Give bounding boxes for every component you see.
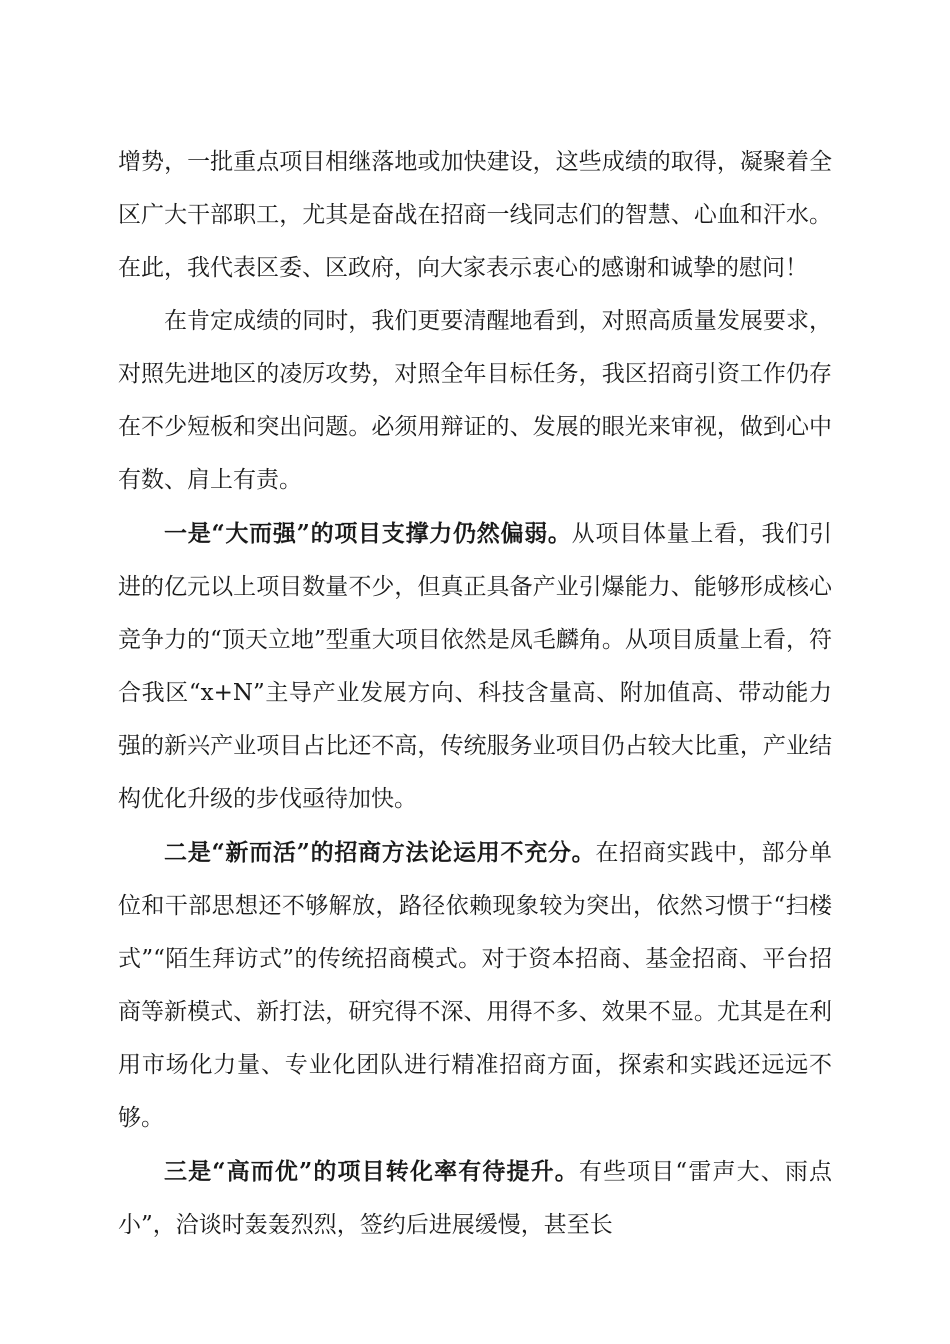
paragraph-point-one	[118, 507, 832, 826]
paragraph-point-two	[118, 826, 832, 1145]
paragraph-text: 有些项目“雷声大、雨点小”，洽谈时轰轰烈烈，签约后进展缓慢，甚至长	[118, 1159, 832, 1238]
paragraph-point-three	[118, 1145, 832, 1252]
document-body	[118, 136, 832, 1252]
paragraph-lead: 三是“高而优”的项目转化率有待提升。	[164, 1158, 579, 1185]
paragraph-text: 从项目体量上看，我们引进的亿元以上项目数量不少，但真正具备产业引爆能力、能够形成核心竞争力的“顶天立地”型重大项目依然是凤毛麟角。从项目质量上看，符合我区“x+N”主导产业发展方向、科技含量高、附加值高、带动能力强的新兴产业项目占比还不高，传统服务业项目仍占较大比重，产业结构优化升级的步伐亟待加快。	[118, 521, 833, 812]
paragraph-lead: 一是“大而强”的项目支撑力仍然偏弱。	[164, 520, 572, 547]
paragraph-lead: 二是“新而活”的招商方法论运用不充分。	[164, 839, 596, 866]
paragraph-continuation	[118, 136, 832, 295]
paragraph-text: 在肯定成绩的同时，我们更要清醒地看到，对照高质量发展要求，对照先进地区的凌厉攻势，对照全年目标任务，我区招商引资工作仍存在不少短板和突出问题。必须用辩证的、发展的眼光来审视，做到心中有数、肩上有责。	[118, 308, 832, 493]
paragraph-overview	[118, 295, 832, 507]
paragraph-text: 在招商实践中，部分单位和干部思想还不够解放，路径依赖现象较为突出，依然习惯于“扫楼式”“陌生拜访式”的传统招商模式。对于资本招商、基金招商、平台招商等新模式、新打法，研究得不深、用得不多、效果不显。尤其是在利用市场化力量、专业化团队进行精准招商方面，探索和实践还远远不够。	[118, 840, 833, 1131]
paragraph-text: 增势，一批重点项目相继落地或加快建设，这些成绩的取得，凝聚着全区广大干部职工，尤其是奋战在招商一线同志们的智慧、心血和汗水。在此，我代表区委、区政府，向大家表示衷心的感谢和诚挚的慰问！	[118, 149, 832, 281]
